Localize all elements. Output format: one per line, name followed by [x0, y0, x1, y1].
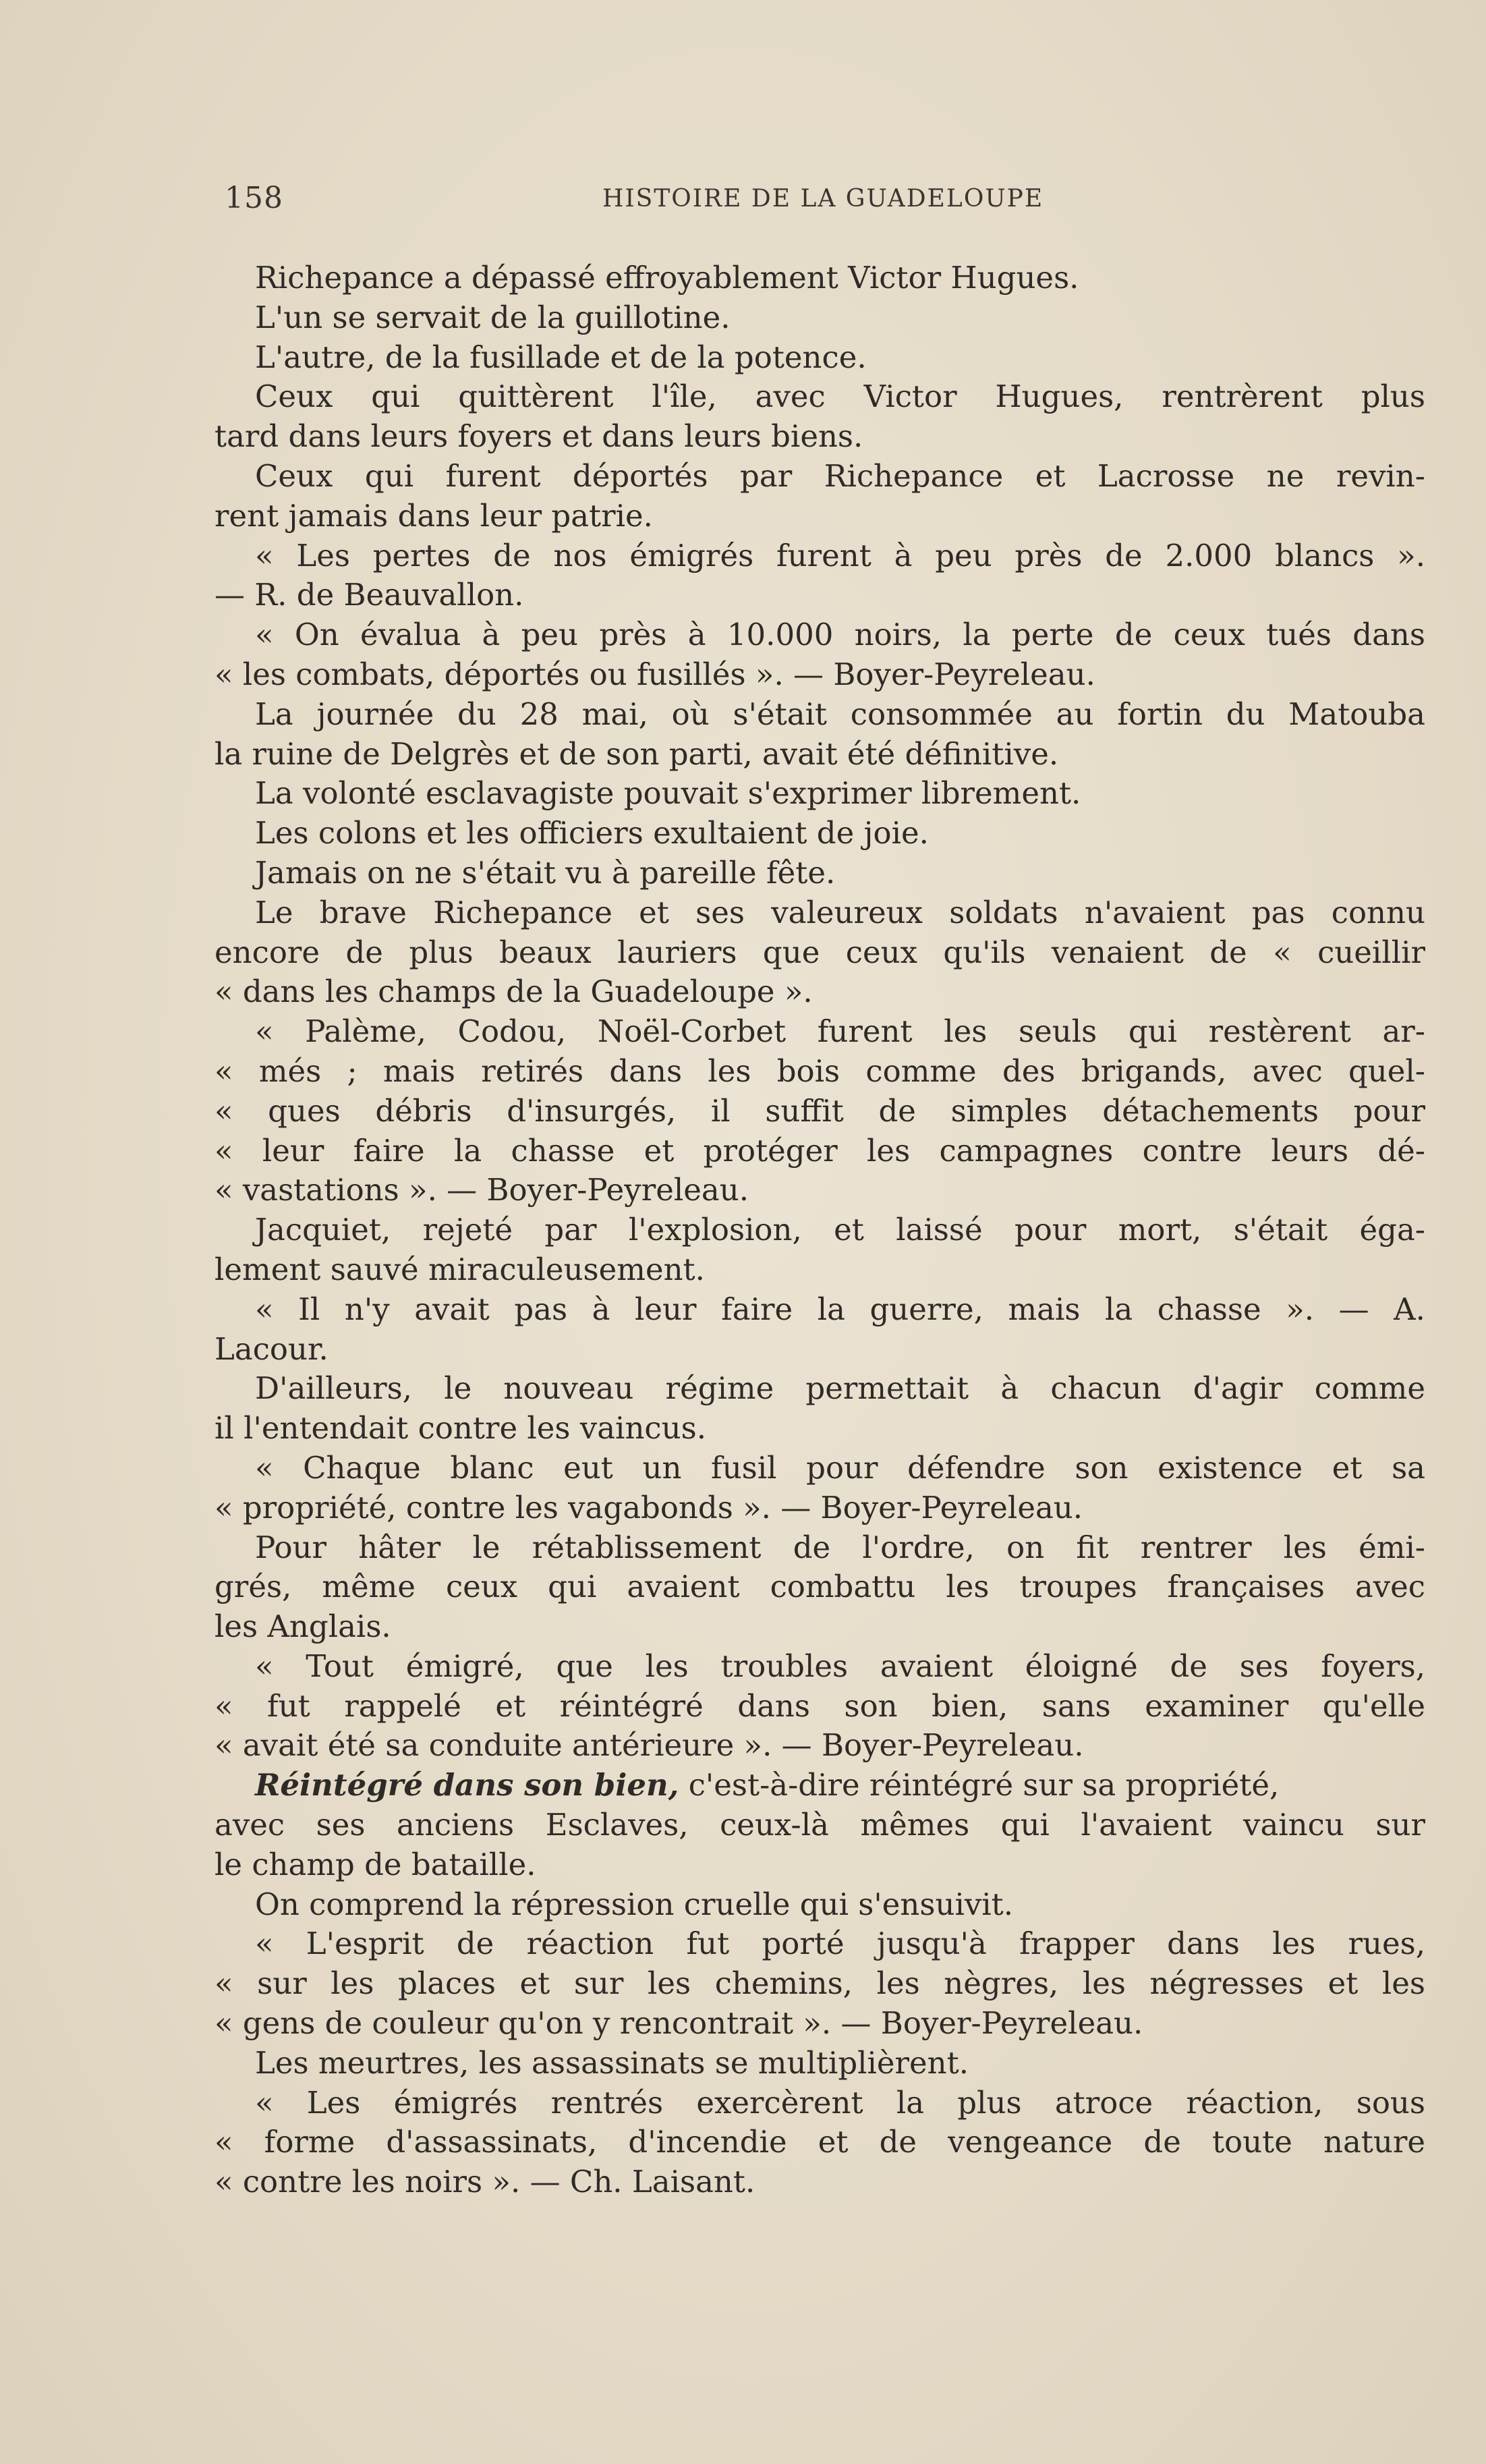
- text-line: « L'esprit de réaction fut porté jusqu'à frapper dans les rues,: [255, 1926, 1425, 1962]
- text-line: tard dans leurs foyers et dans leurs biens.: [215, 418, 863, 455]
- text-line: « dans les champs de la Guadeloupe ».: [215, 974, 813, 1010]
- text-line: le champ de bataille.: [215, 1846, 536, 1882]
- text-line: Richepance a dépassé effroyablement Victor Hugues.: [255, 260, 1079, 296]
- text-line: « més ; mais retirés dans les bois comme des brigands, avec quel-: [215, 1053, 1425, 1089]
- text-line: grés, même ceux qui avaient combattu les troupes françaises avec: [215, 1569, 1425, 1605]
- text-line: « Les pertes de nos émigrés furent à peu près de 2.000 blancs ».: [255, 537, 1425, 573]
- text-line: Les meurtres, les assassinats se multiplièrent.: [255, 2044, 969, 2081]
- text-line: On comprend la répression cruelle qui s'ensuivit.: [255, 1886, 1014, 1922]
- text-line: « Chaque blanc eut un fusil pour défendre son existence et sa: [255, 1449, 1425, 1486]
- text-line: « On évalua à peu près à 10.000 noirs, la perte de ceux tués dans: [255, 617, 1425, 653]
- text-line: « ques débris d'insurgés, il suffit de simples détachements pour: [215, 1092, 1425, 1129]
- text-line: « Tout émigré, que les troubles avaient éloigné de ses foyers,: [255, 1648, 1425, 1684]
- text-line: « les combats, déportés ou fusillés ». — Boyer-Peyreleau.: [215, 656, 1095, 692]
- text-line: « fut rappelé et réintégré dans son bien, sans examiner qu'elle: [215, 1687, 1425, 1724]
- text-line: « gens de couleur qu'on y rencontrait ». — Boyer-Peyreleau.: [215, 2005, 1143, 2042]
- text-line: Lacour.: [215, 1331, 328, 1367]
- text-line: « sur les places et sur les chemins, les nègres, les négresses et les: [215, 1965, 1425, 2002]
- page-number: 158: [225, 181, 283, 215]
- text-line-rest: c'est-à-dire réintégré sur sa propriété,: [688, 1767, 1280, 1803]
- text-line: « propriété, contre les vagabonds ». — Boyer-Peyreleau.: [215, 1489, 1083, 1525]
- text-line: avec ses anciens Esclaves, ceux-là mêmes qui l'avaient vaincu sur: [215, 1807, 1425, 1843]
- text-line: « vastations ». — Boyer-Peyreleau.: [215, 1172, 749, 1208]
- text-line: « avait été sa conduite antérieure ». — Boyer-Peyreleau.: [215, 1727, 1084, 1764]
- body-text: [215, 258, 1425, 2202]
- text-line: Ceux qui quittèrent l'île, avec Victor Hugues, rentrèrent plus: [255, 379, 1425, 415]
- text-line: La volonté esclavagiste pouvait s'exprimer librement.: [255, 775, 1081, 812]
- text-line: L'autre, de la fusillade et de la potence.: [255, 339, 867, 375]
- text-line: « Les émigrés rentrés exercèrent la plus atroce réaction, sous: [255, 2084, 1425, 2121]
- text-line: L'un se servait de la guillotine.: [255, 299, 731, 335]
- page-header: [225, 181, 1169, 228]
- text-line: D'ailleurs, le nouveau régime permettait à chacun d'agir comme: [255, 1370, 1425, 1407]
- text-line: la ruine de Delgrès et de son parti, avait été définitive.: [215, 735, 1059, 772]
- text-line: rent jamais dans leur patrie.: [215, 497, 653, 534]
- text-line: les Anglais.: [215, 1608, 391, 1645]
- text-line: « leur faire la chasse et protéger les campagnes contre leurs dé-: [215, 1132, 1425, 1169]
- text-line: Le brave Richepance et ses valeureux soldats n'avaient pas connu: [255, 894, 1425, 930]
- emphasized-phrase: Réintégré dans son bien,: [255, 1767, 679, 1803]
- text-line: Pour hâter le rétablissement de l'ordre, on fit rentrer les émi-: [255, 1529, 1425, 1565]
- text-line: « forme d'assassinats, d'incendie et de vengeance de toute nature: [215, 2124, 1425, 2160]
- text-line: « contre les noirs ». — Ch. Laisant.: [215, 2164, 755, 2200]
- text-line: encore de plus beaux lauriers que ceux qu'ils venaient de « cueillir: [215, 934, 1425, 970]
- text-line: lement sauvé miraculeusement.: [215, 1251, 705, 1287]
- text-line: — R. de Beauvallon.: [215, 577, 524, 613]
- text-line: « Il n'y avait pas à leur faire la guerre, mais la chasse ». — A.: [255, 1291, 1425, 1327]
- text-line: [215, 1766, 1425, 1805]
- text-line: « Palème, Codou, Noël-Corbet furent les seuls qui restèrent ar-: [255, 1013, 1425, 1050]
- running-title: HISTOIRE DE LA GUADELOUPE: [602, 185, 1044, 213]
- text-line: il l'entendait contre les vaincus.: [215, 1410, 707, 1447]
- text-line: Les colons et les officiers exultaient de joie.: [255, 815, 929, 851]
- text-line: Ceux qui furent déportés par Richepance et Lacrosse ne revin-: [255, 457, 1425, 494]
- text-line: La journée du 28 mai, où s'était consommée au fortin du Matouba: [255, 696, 1425, 732]
- text-line: Jacquiet, rejeté par l'explosion, et laissé pour mort, s'était éga-: [255, 1212, 1425, 1248]
- text-line: Jamais on ne s'était vu à pareille fête.: [255, 854, 836, 891]
